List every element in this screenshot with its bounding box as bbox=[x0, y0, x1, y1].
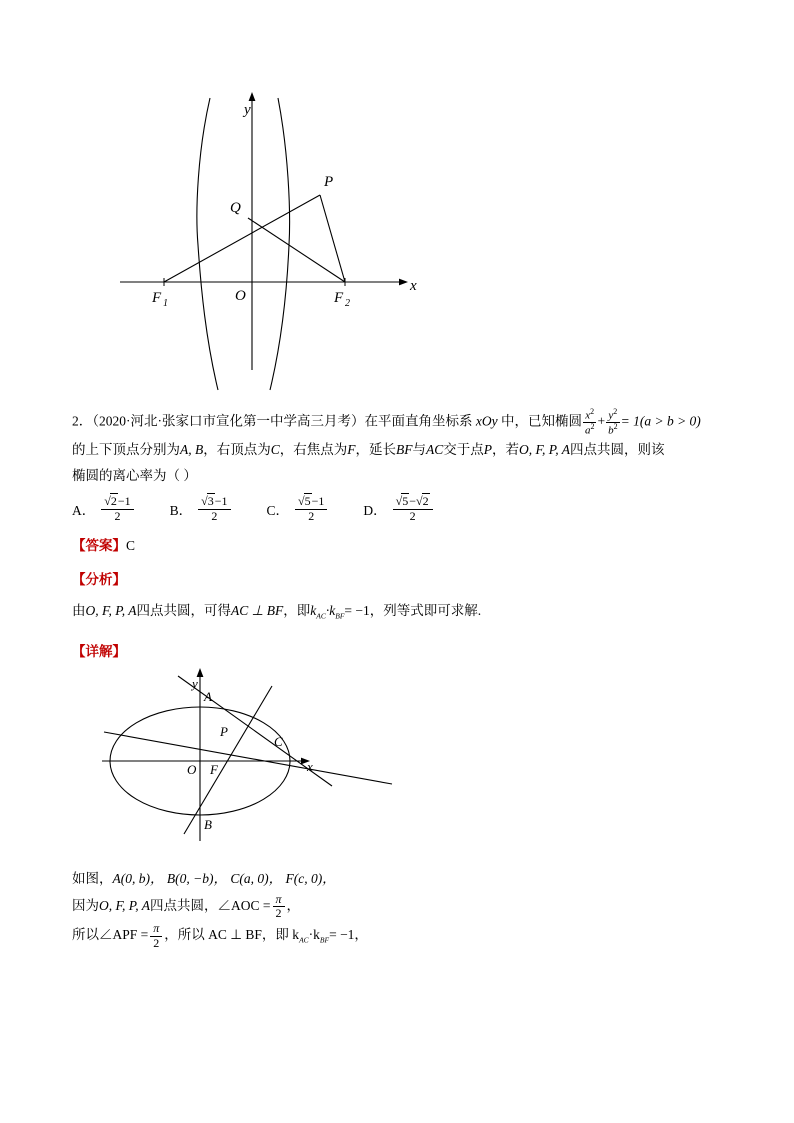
option-b-minus: −1 bbox=[214, 494, 228, 509]
equation-rhs: = 1(a > b > 0) bbox=[620, 413, 701, 429]
option-a-radicand: 2 bbox=[110, 494, 117, 509]
equation-term2 bbox=[606, 408, 620, 437]
eq-a: a bbox=[584, 424, 591, 437]
label-y-axis-2: y bbox=[192, 676, 198, 692]
q-l2-f: F bbox=[347, 441, 356, 457]
sol3-mid: ，所以 AC ⊥ BF，即 k bbox=[164, 927, 300, 943]
question-line3: 椭圆的离心率为（ ） bbox=[72, 467, 197, 483]
solution-line-2 bbox=[72, 892, 722, 921]
analysis-ofpa: O, F, P, A bbox=[85, 602, 137, 618]
sol1-prefix: 如图， bbox=[72, 871, 113, 887]
eq-y: y bbox=[608, 409, 614, 422]
sol2-fraction bbox=[273, 893, 285, 922]
equation-term1 bbox=[583, 408, 597, 437]
option-c-den: 2 bbox=[308, 508, 315, 523]
analysis-a: 由 bbox=[72, 602, 86, 618]
figure-ellipse bbox=[92, 666, 412, 851]
option-d[interactable] bbox=[363, 495, 434, 524]
label-x-axis-2: x bbox=[307, 759, 313, 775]
q-l2-ofpa: O, F, P, A bbox=[519, 441, 571, 457]
label-focus-left-sub: 1 bbox=[163, 298, 168, 309]
option-d-label: D． bbox=[363, 503, 387, 519]
equation-plus: + bbox=[597, 413, 606, 429]
option-d-radicand: 5 bbox=[402, 494, 409, 509]
question-body-part2: 中，已知椭圆 bbox=[497, 413, 582, 429]
answer-label: 【答案】 bbox=[72, 537, 126, 553]
label-origin: O bbox=[235, 288, 246, 304]
question-body-part1: 在平面直角坐标系 bbox=[364, 413, 476, 429]
label-focus-right: F bbox=[334, 290, 344, 306]
sol3-fraction bbox=[150, 922, 162, 951]
label-point-f: F bbox=[210, 762, 218, 778]
sol2-mid: O, F, P, A bbox=[99, 898, 151, 914]
eq-b-sup: 2 bbox=[613, 421, 618, 431]
option-c-radicand: 5 bbox=[304, 494, 311, 509]
q-l2-e: 与 bbox=[412, 441, 427, 457]
label-point-p: P bbox=[220, 724, 228, 740]
analysis-b: 四点共圆，可得 bbox=[136, 602, 232, 618]
q-l2-ac: AC bbox=[426, 441, 444, 457]
option-a-minus: −1 bbox=[117, 494, 131, 509]
question-number: 2． bbox=[72, 413, 93, 429]
sol3-mid2: ·k bbox=[308, 927, 320, 943]
sol3-frac-den: 2 bbox=[153, 935, 160, 950]
sol3-sub2: BF bbox=[319, 935, 330, 945]
sol3-prefix: 所以∠APF = bbox=[72, 927, 149, 943]
analysis-eq: = −1 bbox=[344, 602, 370, 618]
q-l2-d: ，延长 bbox=[355, 441, 397, 457]
line-through-origin bbox=[104, 732, 392, 784]
figure-hyperbola bbox=[102, 90, 462, 400]
q-l2-cc: ，右焦点为 bbox=[279, 441, 348, 457]
sol1-items: A(0, b)， B(0, −b)， C(a, 0)， F(c, 0)， bbox=[112, 871, 336, 887]
sol3-end: = −1， bbox=[329, 927, 368, 943]
hyperbola-left-branch bbox=[197, 98, 218, 390]
question-source: （2020·河北·张家口市宣化第一中学高三月考） bbox=[92, 413, 365, 429]
option-c-minus: −1 bbox=[311, 494, 325, 509]
sol3-frac-num: π bbox=[150, 922, 162, 937]
q-l2-b: ，右顶点为 bbox=[203, 441, 271, 457]
sol2-end: ， bbox=[286, 898, 301, 914]
label-focus-left: F bbox=[152, 290, 162, 306]
analysis-text bbox=[72, 598, 722, 624]
label-point-c: C bbox=[274, 734, 283, 750]
option-d-radicand2: 2 bbox=[422, 494, 429, 509]
q-l2-g: ，若 bbox=[492, 441, 520, 457]
label-point-a: A bbox=[204, 689, 212, 705]
option-d-fraction: $\frac{√5-√2}{2}$ bbox=[393, 495, 433, 524]
q-l2-c: C bbox=[270, 441, 280, 457]
q-l2-f2: 交于点 bbox=[443, 441, 484, 457]
option-b-fraction: $\frac{√3-1}{2}$ bbox=[198, 495, 230, 524]
solution-label: 【详解】 bbox=[72, 644, 126, 660]
eq-a-sup: 2 bbox=[590, 421, 595, 431]
question-xoy: xOy bbox=[475, 413, 498, 429]
analysis-dot: ·k bbox=[325, 602, 336, 618]
analysis-c: ，即 bbox=[283, 602, 311, 618]
label-x-axis: x bbox=[410, 278, 417, 294]
analysis-k-sub1: AC bbox=[316, 611, 326, 621]
analysis-k-sub2: BF bbox=[335, 611, 345, 621]
option-b-den: 2 bbox=[211, 508, 218, 523]
solution-line-1 bbox=[72, 865, 722, 892]
option-d-den: 2 bbox=[409, 508, 416, 523]
option-c[interactable] bbox=[267, 495, 330, 524]
option-b[interactable] bbox=[170, 495, 233, 524]
sol2-frac-num: π bbox=[273, 893, 285, 908]
segment-q-f2 bbox=[248, 218, 345, 282]
sol3-sub1: AC bbox=[299, 935, 309, 945]
question-block bbox=[72, 408, 722, 437]
q-l2-p: P bbox=[483, 441, 493, 457]
sol2-frac-den: 2 bbox=[275, 906, 282, 921]
option-d-minus: − bbox=[409, 494, 417, 509]
answer-line bbox=[72, 534, 722, 554]
x-axis-arrow bbox=[399, 279, 408, 286]
figure-ellipse-svg bbox=[92, 666, 412, 851]
label-y-axis: y bbox=[244, 102, 251, 118]
eq-y-sup: 2 bbox=[613, 407, 618, 416]
option-a-den: 2 bbox=[114, 508, 121, 523]
segment-p-f2 bbox=[320, 195, 345, 282]
option-a[interactable] bbox=[72, 495, 136, 524]
option-a-fraction: $\frac{√2-1}{2}$ bbox=[101, 495, 133, 524]
figure-hyperbola-svg bbox=[102, 90, 462, 400]
label-focus-right-sub: 2 bbox=[345, 298, 350, 309]
sol2-suffix: 四点共圆，∠AOC = bbox=[150, 898, 271, 914]
option-c-fraction: $\frac{√5-1}{2}$ bbox=[295, 495, 327, 524]
segment-f1-p bbox=[164, 195, 320, 282]
q-l2-ab: A, B bbox=[180, 441, 204, 457]
q-l2-h: 四点共圆，则该 bbox=[570, 441, 665, 457]
label-point-b: B bbox=[204, 817, 212, 833]
analysis-acbf: AC ⊥ BF bbox=[231, 602, 284, 618]
option-c-label: C． bbox=[266, 503, 290, 519]
label-origin-2: O bbox=[187, 762, 197, 778]
label-point-p: P bbox=[324, 174, 334, 190]
option-a-label: A． bbox=[72, 503, 96, 519]
solution-line-3 bbox=[72, 921, 722, 950]
eq-x-sup: 2 bbox=[590, 407, 595, 416]
q-l2-bf: BF bbox=[396, 441, 413, 457]
analysis-k: k bbox=[310, 602, 317, 618]
analysis-d: ，列等式即可求解. bbox=[369, 602, 482, 618]
label-point-q: Q bbox=[230, 200, 241, 216]
question-line2 bbox=[72, 437, 722, 463]
analysis-label: 【分析】 bbox=[72, 571, 126, 587]
q-l2-a: 的上下顶点分别为 bbox=[72, 441, 180, 457]
eq-x: x bbox=[585, 409, 591, 422]
option-b-radicand: 3 bbox=[207, 494, 214, 509]
options-row bbox=[72, 495, 722, 524]
sol2-prefix: 因为 bbox=[72, 898, 99, 914]
answer-value: C bbox=[126, 537, 136, 553]
option-b-label: B． bbox=[169, 503, 193, 519]
eq-b: b bbox=[608, 424, 614, 437]
y-axis-arrow bbox=[249, 92, 256, 101]
